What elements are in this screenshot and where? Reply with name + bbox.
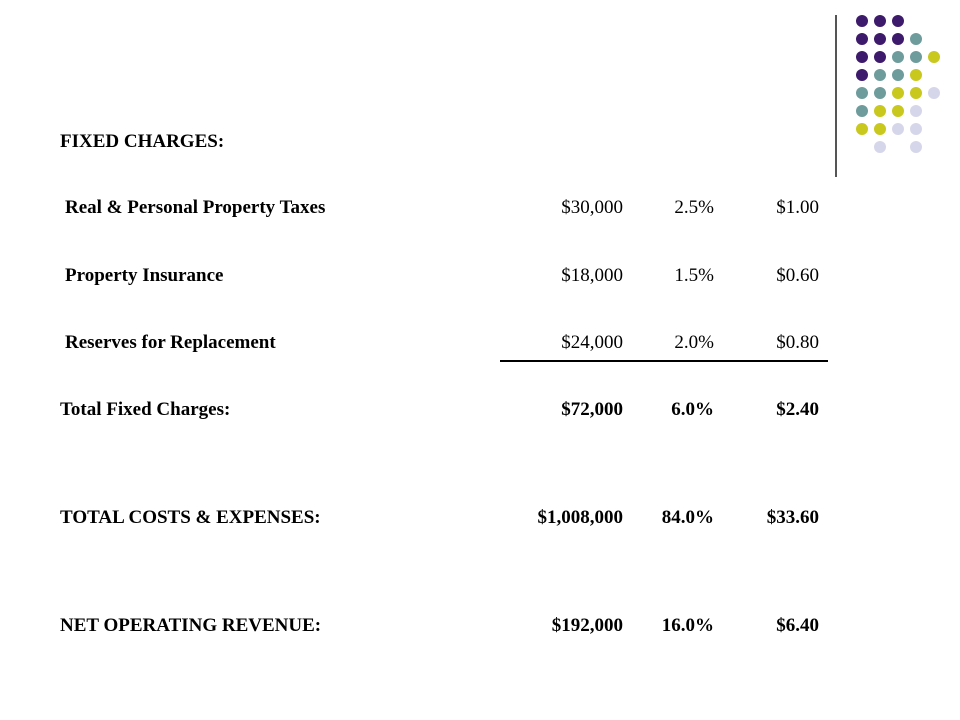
section-title: FIXED CHARGES: bbox=[60, 131, 225, 152]
total-fixed-row bbox=[0, 395, 960, 425]
decorative-dot-grid bbox=[0, 0, 960, 200]
line-item-row bbox=[0, 193, 960, 223]
line-item-row bbox=[0, 261, 960, 291]
total-costs-percent: 84.0% bbox=[661, 507, 714, 528]
total-costs-per-unit: $33.60 bbox=[766, 507, 819, 528]
dot bbox=[910, 69, 922, 81]
net-revenue-per-unit: $6.40 bbox=[776, 615, 819, 636]
dot bbox=[892, 15, 904, 27]
dot bbox=[928, 51, 940, 63]
subtotal-rule bbox=[500, 360, 828, 362]
total-costs-amount: $1,008,000 bbox=[537, 507, 623, 528]
line-item-percent: 2.5% bbox=[674, 197, 714, 218]
dot bbox=[910, 51, 922, 63]
total-costs-label: TOTAL COSTS & EXPENSES: bbox=[60, 507, 321, 528]
line-item-per-unit: $1.00 bbox=[776, 197, 819, 218]
dot bbox=[892, 105, 904, 117]
dot bbox=[874, 33, 886, 45]
total-fixed-per-unit: $2.40 bbox=[776, 399, 819, 420]
line-item-label: Reserves for Replacement bbox=[65, 332, 276, 353]
dot bbox=[856, 87, 868, 99]
net-revenue-percent: 16.0% bbox=[661, 615, 714, 636]
dot bbox=[874, 51, 886, 63]
dot bbox=[856, 105, 868, 117]
dot bbox=[910, 105, 922, 117]
total-costs-row bbox=[0, 503, 960, 533]
dot bbox=[874, 87, 886, 99]
line-item-percent: 1.5% bbox=[674, 265, 714, 286]
dot bbox=[910, 87, 922, 99]
dot bbox=[874, 15, 886, 27]
line-item-label: Real & Personal Property Taxes bbox=[65, 197, 326, 218]
net-revenue-label: NET OPERATING REVENUE: bbox=[60, 615, 322, 636]
dot bbox=[874, 69, 886, 81]
dot bbox=[856, 33, 868, 45]
line-item-per-unit: $0.60 bbox=[776, 265, 819, 286]
dot bbox=[856, 15, 868, 27]
line-item-percent: 2.0% bbox=[674, 332, 714, 353]
dot bbox=[892, 51, 904, 63]
dot bbox=[892, 87, 904, 99]
dot bbox=[928, 87, 940, 99]
line-item-per-unit: $0.80 bbox=[776, 332, 819, 353]
line-item-amount: $24,000 bbox=[561, 332, 623, 353]
dot bbox=[874, 105, 886, 117]
section-title-row bbox=[0, 127, 960, 157]
net-revenue-row bbox=[0, 611, 960, 641]
dot bbox=[892, 69, 904, 81]
dot bbox=[910, 33, 922, 45]
line-item-row bbox=[0, 328, 960, 358]
dot bbox=[856, 69, 868, 81]
line-item-amount: $30,000 bbox=[561, 197, 623, 218]
net-revenue-amount: $192,000 bbox=[551, 615, 623, 636]
dot bbox=[856, 51, 868, 63]
total-fixed-percent: 6.0% bbox=[671, 399, 714, 420]
dot bbox=[892, 33, 904, 45]
total-fixed-amount: $72,000 bbox=[561, 399, 623, 420]
line-item-amount: $18,000 bbox=[561, 265, 623, 286]
total-fixed-label: Total Fixed Charges: bbox=[60, 399, 231, 420]
line-item-label: Property Insurance bbox=[65, 265, 224, 286]
